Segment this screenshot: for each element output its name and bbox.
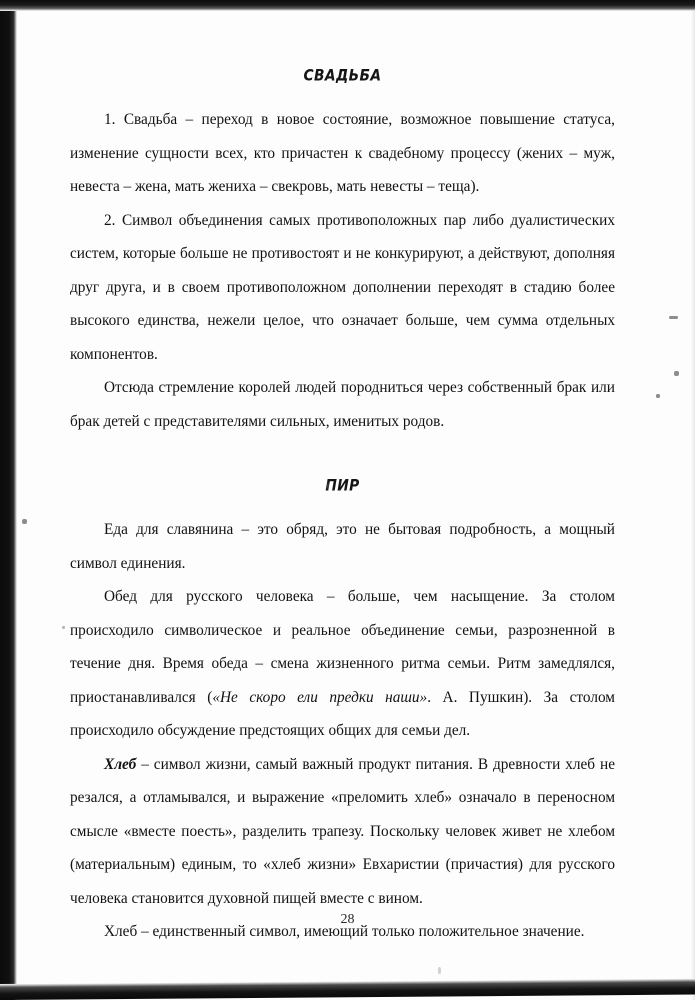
scan-edge-top bbox=[0, 0, 695, 11]
paragraph-pir-3-rest: – символ жизни, самый важный продукт питания. В древности хлеб не резался, а отламывался, и выражение «преломить хлеб» означало в переносном смысле «вместе поесть», разделить трапезу. Поскольку человек живет не хлебом (материальным) единым, то «хлеб жизни» Евхаристии (причастия) для русского человека становится духовной пищей вместе с вином. bbox=[70, 755, 615, 907]
paragraph-pir-2-pre: Обед для русского человека – больше, чем насыщение. За столом происходило символическое и реальное объединение семьи, разрозненной в течение дня. Время обеда – смена жизненного ритма семьи. Ритм замедлялся, приостанавливался ( bbox=[70, 588, 615, 706]
paragraph-svadba-2: 2. Символ объединения самых противоположных пар либо дуалистических систем, которые больше не противостоят и не конкурируют, а действуют, дополняя друг друга, и в своем противоположном дополнении переходят в стадию более высокого единства, нежели целое, что означает больше, чем сумма отдельных компонентов. bbox=[70, 211, 615, 363]
scan-speckle bbox=[62, 626, 65, 629]
paragraph-svadba-1: 1. Свадьба – переход в новое состояние, возможное повышение статуса, изменение сущности всех, кто причастен к свадебному процессу (жених – муж, невеста – жена, мать жениха – свекровь, мать невесты – теща). bbox=[70, 111, 615, 195]
scan-edge-left bbox=[0, 0, 17, 1000]
paragraph-pir-3 bbox=[70, 748, 615, 916]
pushkin-quote: «Не скоро ели предки наши» bbox=[212, 688, 428, 706]
paragraph-svadba-3: Отсюда стремление королей людей породниться через собственный брак или брак детей с представителями сильных, именитых родов. bbox=[70, 379, 615, 430]
scan-edge-right bbox=[691, 0, 695, 1000]
scan-speckle bbox=[438, 967, 441, 974]
page-content bbox=[70, 0, 615, 949]
scan-speckle bbox=[22, 519, 27, 524]
page-number: 28 bbox=[340, 912, 355, 927]
paragraph-pir-1: Еда для славянина – это обряд, это не бытовая подробность, а мощный символ единения. bbox=[70, 521, 615, 572]
section-heading-svadba: СВАДЬБА bbox=[303, 65, 382, 85]
term-khleb: Хлеб bbox=[104, 755, 137, 773]
paragraph-pir-2-post: . А. Пушкин). За столом происходило обсуждение предстоящих общих для семьи дел. bbox=[70, 688, 615, 739]
paragraph-pir-4: Хлеб – единственный символ, имеющий только положительное значение. bbox=[104, 923, 585, 940]
scan-speckle bbox=[656, 394, 660, 398]
section-heading-pir: ПИР bbox=[325, 475, 360, 495]
paragraph-pir-2 bbox=[70, 580, 615, 748]
scan-speckle bbox=[674, 371, 679, 376]
scan-edge-bottom bbox=[0, 979, 695, 1000]
scan-speckle bbox=[327, 483, 329, 489]
scan-speckle bbox=[669, 316, 678, 319]
